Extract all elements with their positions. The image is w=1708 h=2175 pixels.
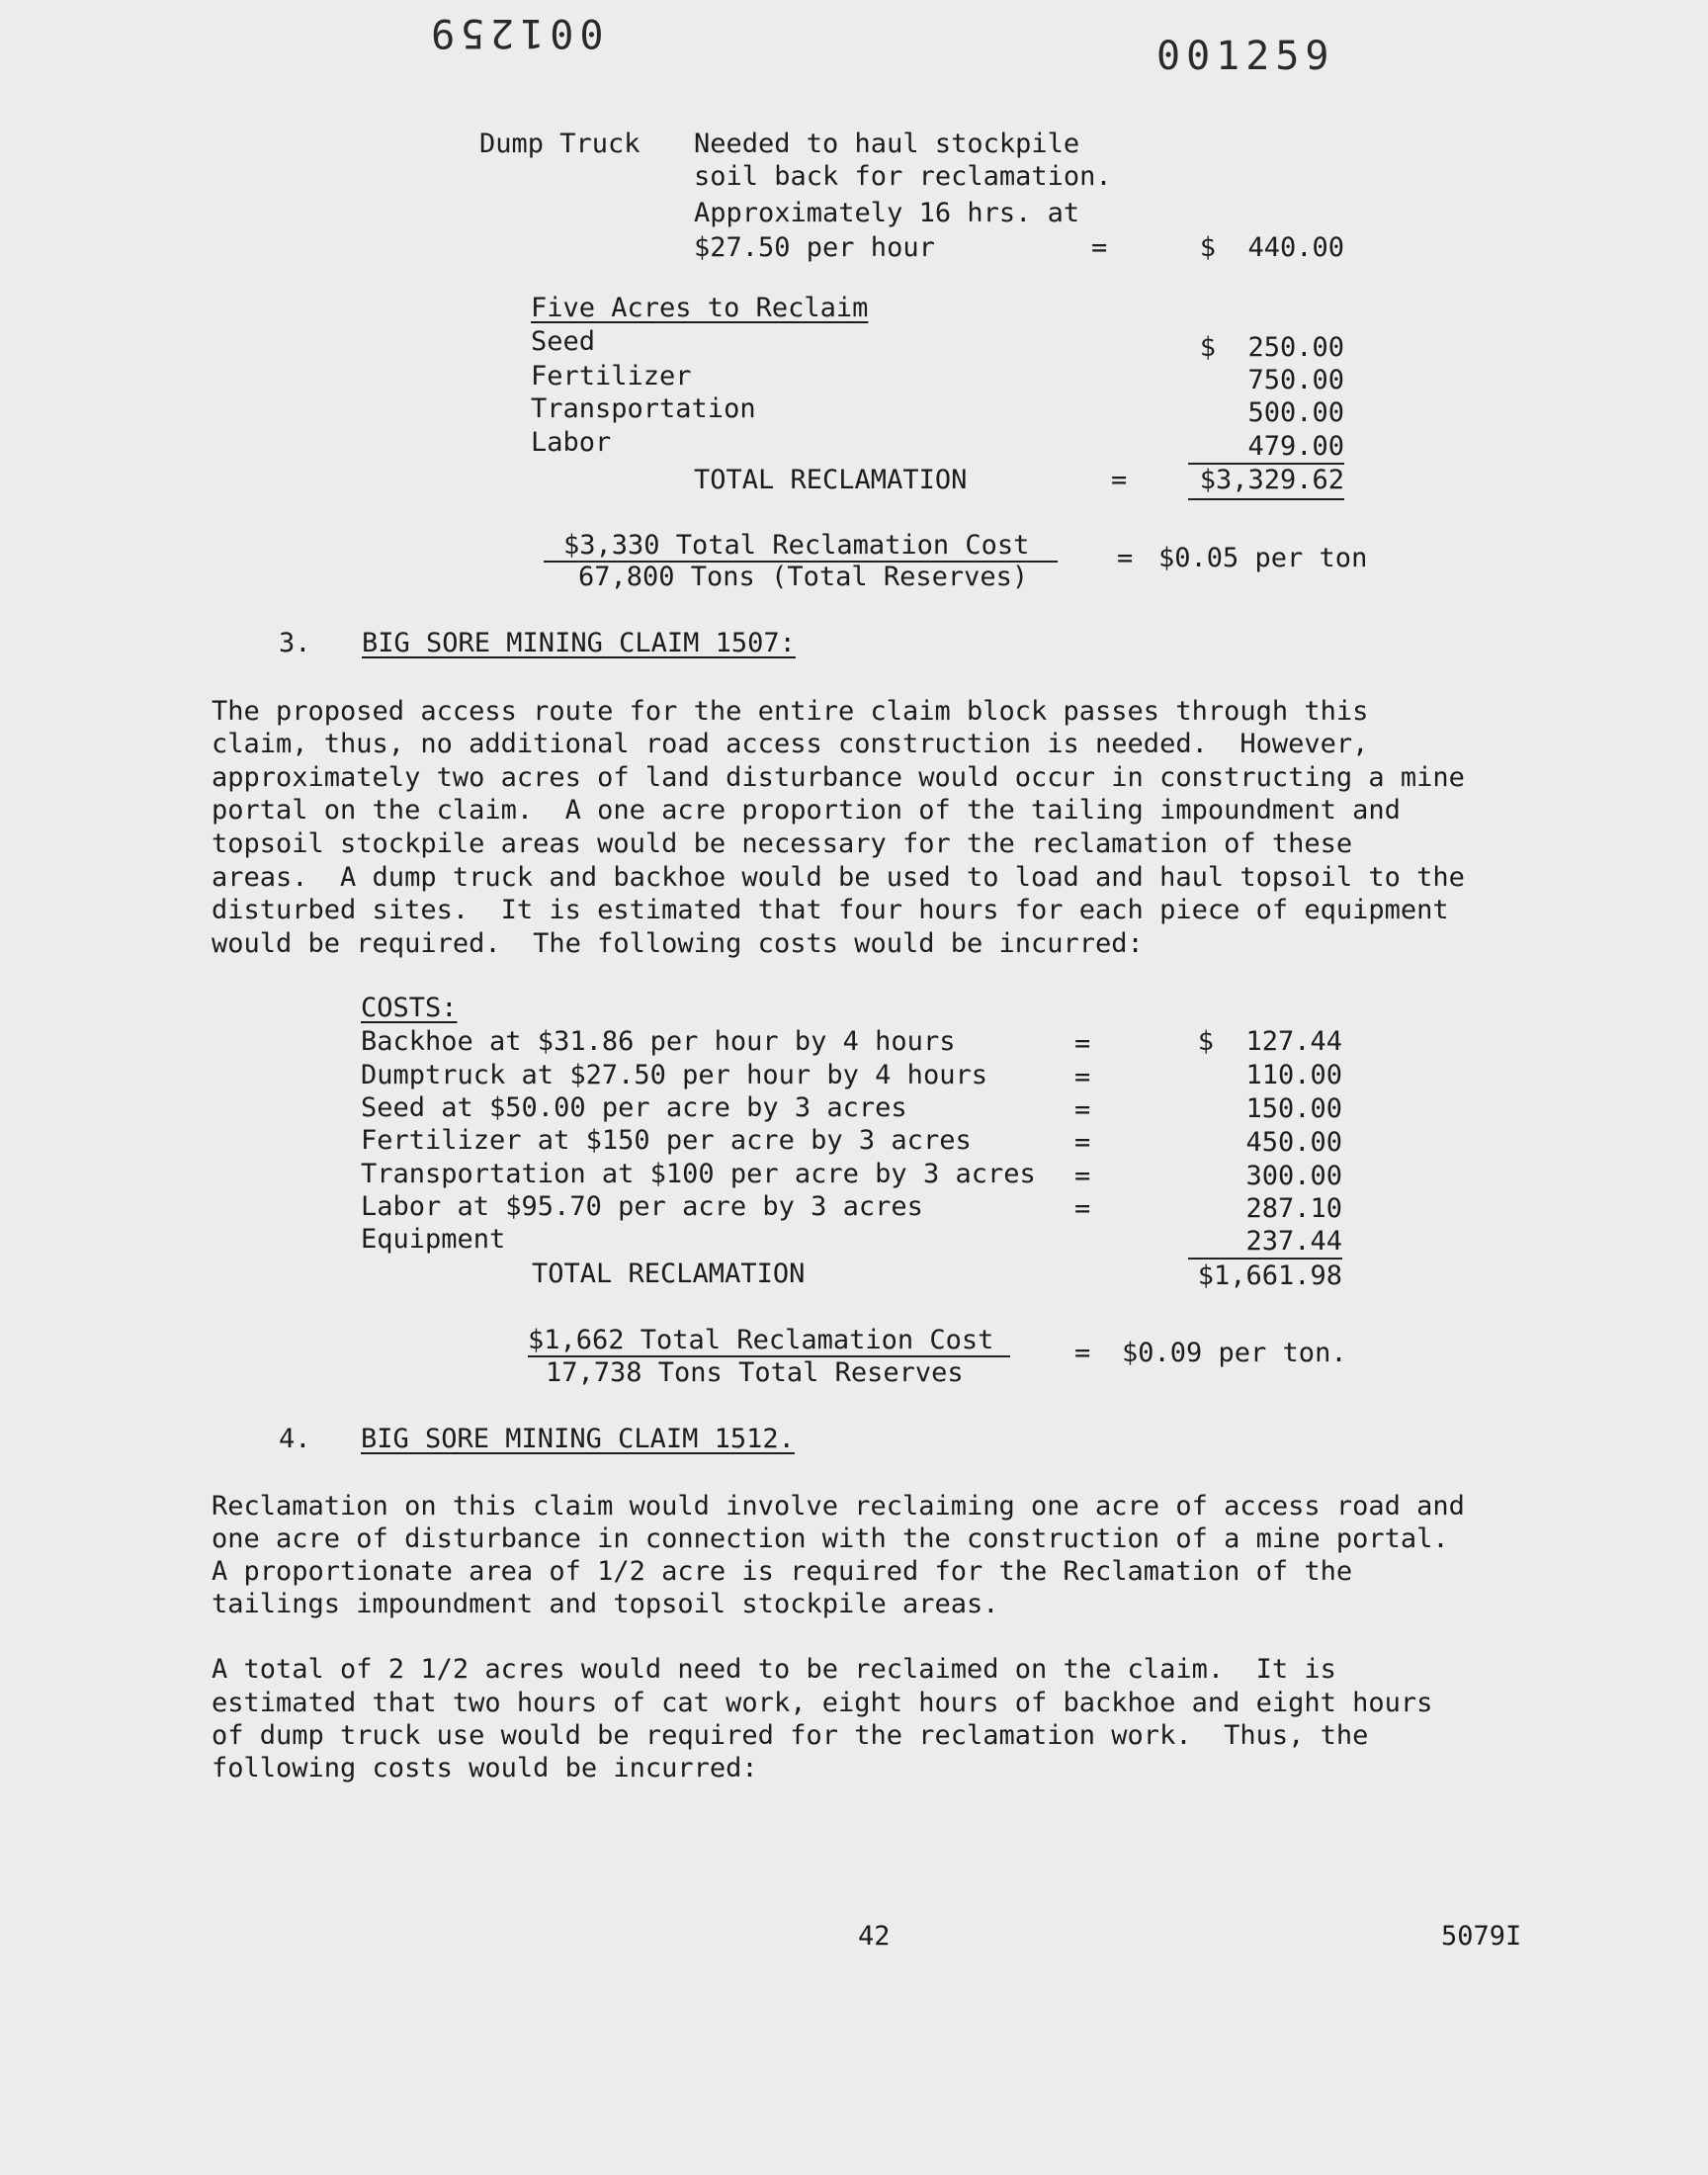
cost-row-label: Transportation at $100 per acre by 3 acres bbox=[361, 1159, 1036, 1189]
section-4-paragraph-line: of dump truck use would be required for the reclamation work. Thus, the bbox=[212, 1720, 1369, 1751]
ratio-result: $0.09 per ton. bbox=[1122, 1338, 1347, 1368]
section-4-paragraph-line: following costs would be incurred: bbox=[212, 1753, 758, 1784]
cost-row-amount: 287.10 bbox=[1245, 1193, 1342, 1224]
ratio-result: $0.05 per ton bbox=[1158, 543, 1368, 573]
section-3-heading: BIG SORE MINING CLAIM 1507: bbox=[362, 628, 796, 658]
dump-truck-label: Dump Truck bbox=[479, 129, 640, 159]
section-4-paragraph-line: one acre of disturbance in connection with the construction of a mine portal. bbox=[212, 1523, 1449, 1554]
five-acres-item-amount: 500.00 bbox=[1247, 397, 1344, 428]
cost-row-label: Seed at $50.00 per acre by 3 acres bbox=[361, 1092, 907, 1123]
cost-row-amount: 300.00 bbox=[1245, 1161, 1342, 1191]
section-3-paragraph-line: portal on the claim. A one acre proportion of the tailing impoundment and bbox=[212, 795, 1401, 826]
cost-row-amount: 110.00 bbox=[1245, 1060, 1342, 1090]
subtotal-rule bbox=[1188, 1258, 1342, 1260]
cost-row-label: Labor at $95.70 per acre by 3 acres bbox=[361, 1191, 923, 1222]
section-3-paragraph-line: approximately two acres of land disturbance would occur in constructing a mine bbox=[212, 762, 1465, 793]
cost-row-eq: = bbox=[1074, 1193, 1091, 1224]
dump-truck-line-1: Needed to haul stockpile bbox=[694, 129, 1080, 159]
five-acres-item-label: Labor bbox=[531, 427, 612, 458]
five-acres-heading: Five Acres to Reclaim bbox=[531, 293, 869, 323]
mirrored-stamp: 001259 bbox=[425, 10, 604, 55]
section-3-total-label: TOTAL RECLAMATION bbox=[532, 1259, 806, 1289]
page-number: 42 bbox=[858, 1921, 891, 1952]
five-acres-item-amount: $ 250.00 bbox=[1199, 332, 1344, 363]
section-4-paragraph-line: Reclamation on this claim would involve reclaiming one acre of access road and bbox=[212, 1491, 1465, 1522]
dump-truck-amount: $ 440.00 bbox=[1199, 232, 1344, 263]
section-3-paragraph-line: would be required. The following costs would be incurred: bbox=[212, 928, 1144, 959]
cost-row-eq: = bbox=[1074, 1094, 1091, 1125]
document-number-stamp: 001259 bbox=[1156, 34, 1335, 79]
section-3-paragraph-line: areas. A dump truck and backhoe would be used to load and haul topsoil to the bbox=[212, 862, 1465, 893]
cost-row-label: Fertilizer at $150 per acre by 3 acres bbox=[361, 1125, 972, 1156]
section-4-paragraph-line: A proportionate area of 1/2 acre is required for the Reclamation of the bbox=[212, 1556, 1353, 1587]
ratio-numerator: $1,662 Total Reclamation Cost bbox=[528, 1325, 994, 1355]
cost-row-eq: = bbox=[1074, 1127, 1091, 1158]
section-4-paragraph-line: A total of 2 1/2 acres would need to be reclaimed on the claim. It is bbox=[212, 1654, 1336, 1685]
cost-row-eq: = bbox=[1074, 1161, 1091, 1191]
five-acres-item-label: Fertilizer bbox=[531, 361, 692, 392]
cost-row-amount: 237.44 bbox=[1245, 1226, 1342, 1257]
five-acres-item-label: Transportation bbox=[531, 393, 756, 424]
section-3-paragraph-line: The proposed access route for the entire claim block passes through this bbox=[212, 696, 1369, 727]
ratio-numerator: $3,330 Total Reclamation Cost bbox=[563, 530, 1030, 561]
section-3-paragraph-line: claim, thus, no additional road access construction is needed. However, bbox=[212, 729, 1369, 759]
section-4-paragraph-line: tailings impoundment and topsoil stockpile areas. bbox=[212, 1589, 999, 1619]
dump-truck-eq: = bbox=[1091, 232, 1108, 263]
ratio-eq: = bbox=[1074, 1338, 1091, 1368]
cost-row-label: Dumptruck at $27.50 per hour by 4 hours bbox=[361, 1060, 987, 1090]
cost-row-label: Backhoe at $31.86 per hour by 4 hours bbox=[361, 1026, 956, 1057]
five-acres-item-amount: 750.00 bbox=[1247, 365, 1344, 395]
section-4-heading: BIG SORE MINING CLAIM 1512. bbox=[361, 1424, 795, 1454]
section-4-number: 4. bbox=[279, 1424, 311, 1454]
five-acres-total-label: TOTAL RECLAMATION bbox=[694, 465, 968, 495]
total-rule bbox=[1188, 498, 1344, 500]
section-3-paragraph-line: topsoil stockpile areas would be necessary for the reclamation of these bbox=[212, 828, 1353, 859]
dump-truck-line-4: $27.50 per hour bbox=[694, 232, 935, 263]
ratio-eq: = bbox=[1117, 543, 1134, 573]
five-acres-item-amount: 479.00 bbox=[1247, 431, 1344, 462]
document-code: 5079I bbox=[1441, 1921, 1522, 1952]
cost-row-eq: = bbox=[1074, 1028, 1091, 1059]
cost-row-amount: 450.00 bbox=[1245, 1127, 1342, 1158]
dump-truck-line-3: Approximately 16 hrs. at bbox=[694, 198, 1080, 228]
section-3-number: 3. bbox=[279, 628, 311, 658]
five-acres-item-label: Seed bbox=[531, 326, 596, 357]
cost-row-eq: = bbox=[1074, 1062, 1091, 1092]
section-4-paragraph-line: estimated that two hours of cat work, eight hours of backhoe and eight hours bbox=[212, 1688, 1433, 1718]
five-acres-total-eq: = bbox=[1111, 465, 1128, 495]
cost-row-amount: $ 127.44 bbox=[1197, 1026, 1342, 1057]
cost-row-amount: 150.00 bbox=[1245, 1093, 1342, 1124]
ratio-denominator: 17,738 Tons Total Reserves bbox=[546, 1357, 964, 1388]
dump-truck-line-2: soil back for reclamation. bbox=[694, 161, 1112, 192]
section-3-total-amount: $1,661.98 bbox=[1197, 1261, 1342, 1291]
five-acres-total-amount: $3,329.62 bbox=[1199, 465, 1344, 495]
section-3-paragraph-line: disturbed sites. It is estimated that four hours for each piece of equipment bbox=[212, 895, 1449, 925]
costs-heading: COSTS: bbox=[361, 993, 458, 1023]
ratio-denominator: 67,800 Tons (Total Reserves) bbox=[578, 562, 1029, 592]
cost-row-label: Equipment bbox=[361, 1224, 506, 1255]
